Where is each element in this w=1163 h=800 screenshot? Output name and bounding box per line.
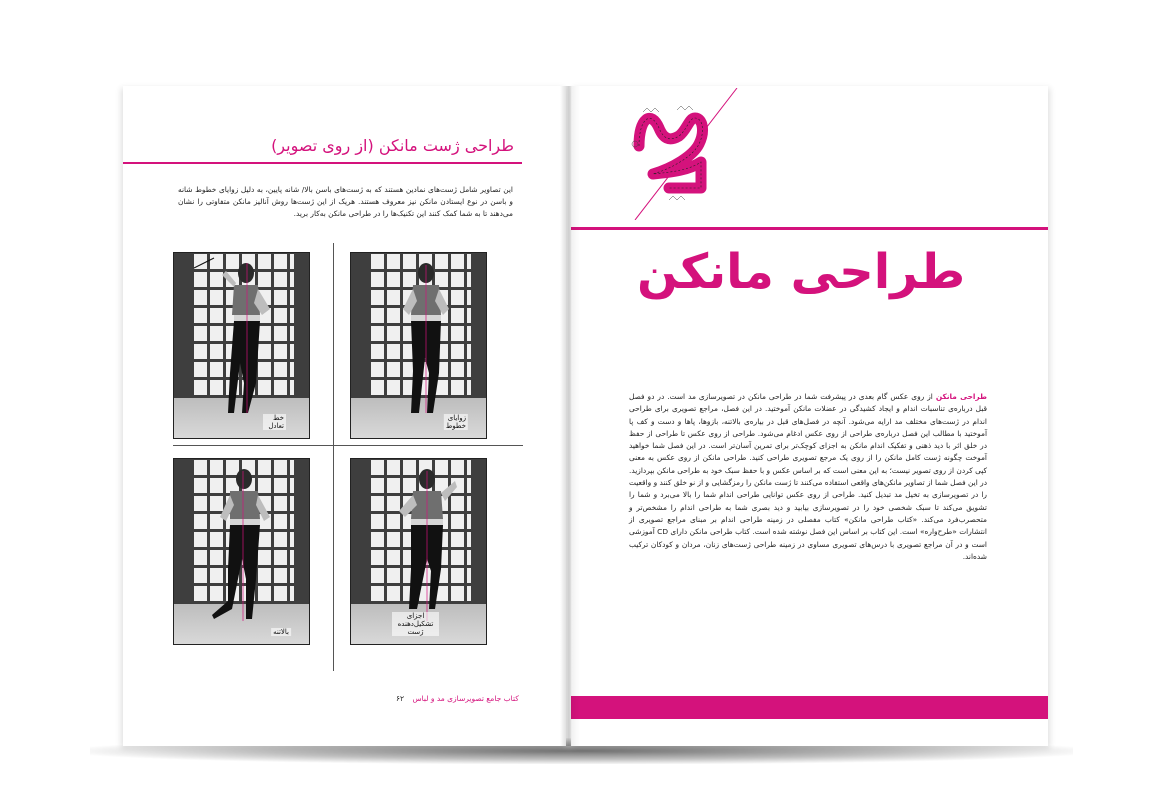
photo-caption: اجزای تشکیل‌دهنده ژست xyxy=(392,612,439,636)
section-rule xyxy=(123,162,522,164)
model-figure xyxy=(174,459,309,644)
model-photo xyxy=(350,458,487,645)
chapter-number-art xyxy=(629,88,739,220)
body-paragraph: از روی عکس گام بعدی در پیشرفت شما در طراحی مانکن در تصویرسازی مد است. در دو فصل قبل درباره‌ی تناسبات اندام و ایجاد کشیدگی در عضلات مانکن آموختید. در این فصل، مراجع تصویری برای طراحی اندام در ژست‌های مختلف مد ارایه می‌شود. آنچه در فصل‌های قبل در بیاره‌ی بالاتنه، بازوها، پاها و دست و کف پا آموختید با مطالب این فصل درباره‌ی طراحی از روی عکس ادغام می‌شود. طراحی از روی عکس تا طراحی از حفظ در خلق اثر با دید ذهنی و تفکیک اندام مانکن به اجزای کوچک‌تر برای تمرین آسان‌تر است. در این فصل شما خواهید آموخت چگونه ژست کامل مانکن را از روی یک مرجع تصویری طراحی کنید. طراحی مانکن از روی عکس به معنی کپی کردن از روی تصویر نیست؛ به این معنی است که بر اساس عکس و با حفظ سبک خود به طراحی مانکن بپردازید. در این فصل شما از تصاویر مانکن‌های واقعی استفاده می‌کنند تا ژست مانکن را رمزگشایی و از نو خلق کنند و واقعیت را در تصویرسازی به تخیل مد تبدیل کنید. طراحی از روی عکس توانایی طراحی اندام شما را بالا می‌برد و شما را تشویق می‌کند تا سبک شخصی خود را در تصویرسازی بیابید و دید بصری شما به طراحی اندام را مشخص‌تر و متحصرب‌فرد می‌کند. «کتاب طراحی مانکن» کتاب مفصلی در زمینه طراحی اندام بر مبنای مراجع تصویری از انتشارات «طرح‌واره» است. این کتاب بر اساس این فصل نوشته شده است. کتاب طراحی مانکن دارای CD آموزشی است و در آن مراجع تصویری با درس‌های تصویری مساوی در زمینه طراحی ژست‌های زنان، مردان و کودکان ترکیب شده‌اند. xyxy=(629,392,987,561)
model-photo xyxy=(350,252,487,439)
chapter-title: طراحی مانکن xyxy=(637,244,966,300)
page-footer xyxy=(396,694,519,703)
right-page xyxy=(571,86,1048,746)
photo-caption: بالاتنه xyxy=(273,628,289,636)
page-number: ۶۲ xyxy=(396,694,405,703)
model-figure xyxy=(351,253,486,438)
photo-caption: زوایای خطوط xyxy=(445,414,466,430)
chapter-rule xyxy=(571,227,1048,230)
model-figure xyxy=(174,253,309,438)
grid-divider-vertical xyxy=(333,243,334,671)
section-title: طراحی ژست مانکن (از روی تصویر) xyxy=(271,136,514,155)
chapter-body xyxy=(629,391,987,563)
left-page xyxy=(123,86,566,746)
bottom-bar xyxy=(571,696,1048,719)
photo-caption: خط تعادل xyxy=(263,414,286,430)
intro-paragraph: این تصاویر شامل ژست‌های نمادین هستند که به ژست‌های باسن بالا/ شانه پایین، به دلیل زوایای خطوط شانه و باسن در نوع ایستادن مانکن نیز معروف هستند. هریک از این ژست‌ها روش آنالیز مانکن متفاوتی را نشان می‌دهند تا به شما کمک کنند این تکنیک‌ها را در طراحی مانکن به‌کار برید. xyxy=(178,185,513,218)
book-title: کتاب جامع تصویرسازی مد و لباس xyxy=(412,694,519,703)
grid-divider-horizontal xyxy=(173,445,523,446)
model-photo xyxy=(173,458,310,645)
book-gutter xyxy=(560,86,580,746)
model-photo xyxy=(173,252,310,439)
lead-phrase: طراحی مانکن xyxy=(935,392,987,401)
